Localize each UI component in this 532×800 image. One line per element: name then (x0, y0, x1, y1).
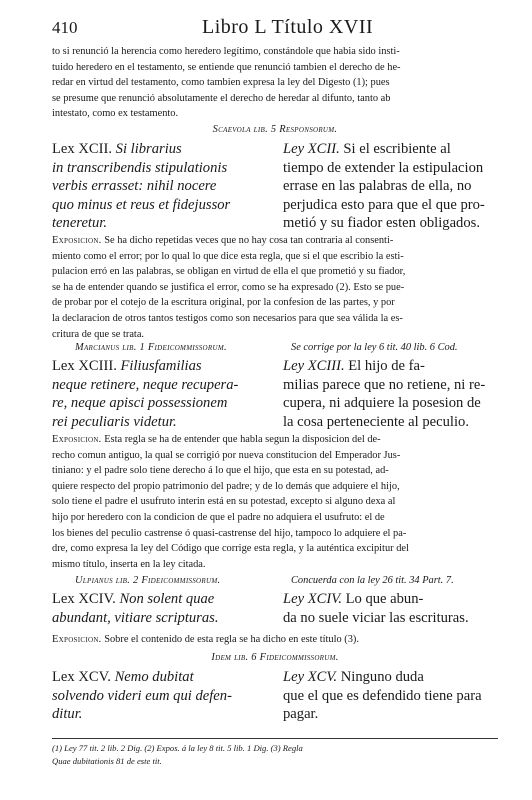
page-number: 410 (52, 18, 78, 37)
footnote-line: Quae dubitationis 81 de este tit. (52, 756, 162, 766)
law-concordance: Se corrige por la ley 6 tit. 40 lib. 6 Cod. (291, 342, 458, 353)
running-title: Libro L Título XVII (202, 16, 374, 38)
latin-law-text: Lex XCIII. Filiusfamilias neque retinere, neque recupera- re, neque apisci possessionem rei peculiaris videtur. (52, 358, 239, 430)
exposition-label: Exposicion. (52, 634, 102, 645)
latin-law-number: Lex XCV. (52, 669, 111, 685)
spanish-law-text: Ley XCIII. El hijo de fa- milias parece que no retiene, ni re- cupera, ni adquiere la posesion de la cosa perteneciente al peculio. (283, 358, 486, 430)
spanish-law-number: Ley XCII. (283, 141, 340, 157)
law-concordance: Concuerda con la ley 26 tit. 34 Part. 7. (291, 575, 454, 586)
intro-line: redar en virtud del testamento, como tambien expresa la ley del Digesto (1); pues (52, 77, 390, 89)
intro-line: tuido heredero en el testamento, se entiende que renunció tambien el derecho de he- (52, 61, 401, 73)
exposition-label: Exposicion. (52, 235, 102, 246)
law-source: Scaevola lib. 5 Responsorum. (212, 124, 338, 135)
spanish-law-number: Ley XCV. (283, 669, 338, 685)
law-source: Marcianus lib. 1 Fideicommissorum. (75, 342, 227, 353)
intro-paragraph (52, 44, 498, 122)
spanish-law-number: Ley XCIV. (283, 591, 342, 607)
intro-line: to si renunció la herencia como heredero legítimo, constándole que habia sido insti- (52, 46, 400, 57)
law-source: Ulpianus lib. 2 Fideicommissorum. (75, 575, 221, 586)
latin-law-number: Lex XCIV. (52, 591, 116, 607)
spanish-law-text: Ley XCIV. Lo que abun- da no suele viciar las escrituras. (283, 591, 469, 626)
exposition-paragraph: Exposicion. Esta regla se ha de entender que habla segun la disposicion del de- recho comun antiguo, la qual se corrigió por nueva constitucion del Emperador Jus- tiniano: y el padre solo tiene derecho á lo que el hijo, que esta en su potestad, ad- quiere respecto del propio patrimonio del padre; y de lo demás que adquiere el hijo, solo tiene el padre el usufruto interin está en su potestad, excepto si alguno dexa al hijo por heredero con la condicion de que el padre no adquiera el usufruto: el de los bienes del peculio castrense ó quasi-castrense del hijo, tampoco lo adquiere el pa- dre, como expresa la ley del Código que corrige esta regla, y la auténtica excipitur del mismo título, inserta en la ley citada. (52, 434, 409, 570)
intro-line: se presume que renunció absolutamente el derecho de heredar al difunto, tanto ab (52, 92, 391, 104)
latin-law-number: Lex XCII. (52, 141, 112, 157)
law-source: Idem lib. 6 Fideicommissorum. (211, 652, 339, 663)
footnote-divider (52, 738, 498, 739)
exposition-paragraph: Exposicion. Se ha dicho repetidas veces que no hay cosa tan contraria al consenti- miento como el error; por lo qual lo que dice esta regla, que si el que escribio la esti- pulacion erró en las palabras, se obligan en virtud de ella el que prometió y su fiador, se ha de entender quando se justifica el error, como se ha expresado (2). Esto se pue- de probar por el cotejo de la escritura original, por la confesion de las partes, y por la declaracion de otros tantos testigos como son necesarios para que sea válida la es- critura de que se trata. (52, 235, 406, 340)
page-header (52, 16, 492, 42)
latin-law-text: Lex XCV. Nemo dubitat solvendo videri eum qui defen- ditur. (52, 669, 232, 722)
latin-law-number: Lex XCIII. (52, 358, 117, 374)
spanish-law-text: Ley XCV. Ninguno duda que el que es defendido tiene para pagar. (283, 669, 482, 722)
footnotes (52, 742, 502, 768)
latin-law-text: Lex XCIV. Non solent quae abundant, vitiare scripturas. (52, 591, 219, 626)
exposition-label: Exposicion. (52, 434, 102, 445)
exposition-paragraph: Exposicion. Sobre el contenido de esta regla se ha dicho en este título (3). (52, 634, 359, 645)
footnote-line: (1) Ley 77 tit. 2 lib. 2 Dig. (2) Expos. á la ley 8 tit. 5 lib. 1 Dig. (3) Regla (52, 743, 303, 753)
spanish-law-text: Ley XCII. Si el escribiente al tiempo de extender la estipulacion errase en las palabras de ella, no perjudica esto para que el que pro- metió y su fiador esten obligados. (283, 141, 485, 231)
latin-law-text: Lex XCII. Si librarius in transcribendis stipulationis verbis errasset: nihil nocere quo minus et reus et fidejussor teneretur. (52, 141, 231, 231)
intro-line: intestato, como ex testamento. (52, 108, 179, 120)
spanish-law-number: Ley XCIII. (283, 358, 345, 374)
